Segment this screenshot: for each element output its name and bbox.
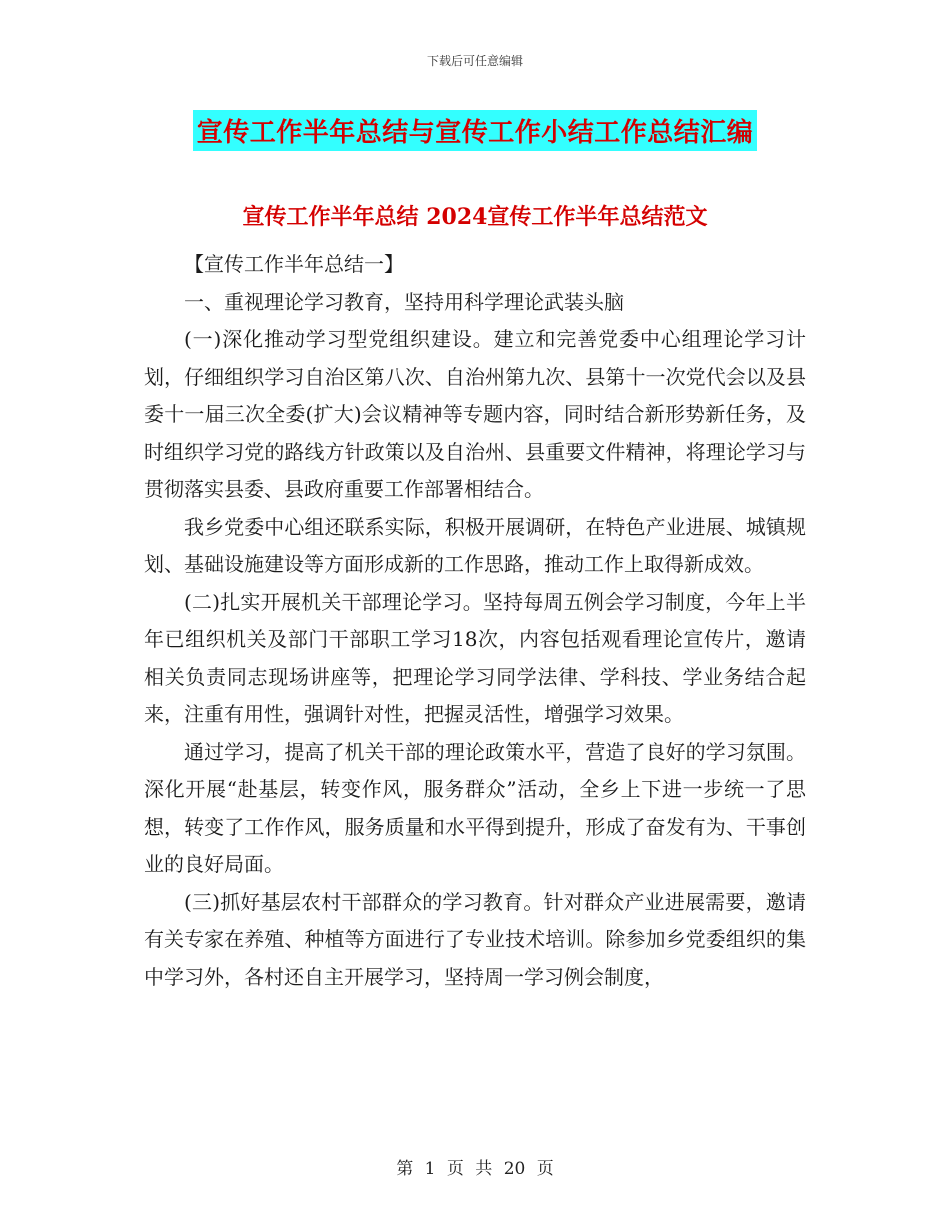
body-paragraph: 通过学习，提高了机关干部的理论政策水平，营造了良好的学习氛围。深化开展“赴基层，转变作风，服务群众”活动，全乡上下进一步统一了思想，转变了工作作风，服务质量和水平得到提升，形成了奋发有为、干事创业的良好局面。 (144, 739, 806, 876)
header-note: 下载后可任意编辑 (426, 54, 523, 68)
body-paragraph: (二)扎实开展机关干部理论学习。坚持每周五例会学习制度，今年上半年已组织机关及部门干部职工学习18次，内容包括观看理论宣传片，邀请相关负责同志现场讲座等，把理论学习同学法律、学科技、学业务结合起来，注重有用性，强调针对性，把握灵活性，增强学习效果。 (144, 589, 806, 726)
main-title: 宣传工作半年总结与宣传工作小结工作总结汇编 (193, 110, 758, 151)
body-paragraph: 我乡党委中心组还联系实际，积极开展调研，在特色产业进展、城镇规划、基础设施建设等方面形成新的工作思路，推动工作上取得新成效。 (144, 514, 806, 576)
document-body (144, 246, 806, 996)
section-heading: 【宣传工作半年总结一】 (184, 252, 404, 276)
sub-title: 宣传工作半年总结 2024宣传工作半年总结范文 (242, 204, 708, 230)
section-subheading: 一、重视理论学习教育，坚持用科学理论武装头脑 (184, 289, 624, 314)
body-paragraph: (一)深化推动学习型党组织建设。建立和完善党委中心组理论学习计划，仔细组织学习自治区第八次、自治州第九次、县第十一次党代会以及县委十一届三次全委(扩大)会议精神等专题内容，同时结合新形势新任务，及时组织学习党的路线方针政策以及自治州、县重要文件精神，将理论学习与贯彻落实县委、县政府重要工作部署相结合。 (144, 327, 806, 501)
main-title-container (0, 110, 950, 151)
body-paragraph: (三)抓好基层农村干部群众的学习教育。针对群众产业进展需要，邀请有关专家在养殖、种植等方面进行了专业技术培训。除参加乡党委组织的集中学习外，各村还自主开展学习，坚持周一学习例会制度， (144, 889, 806, 989)
page-footer: 第 1 页 共 20 页 (396, 1159, 554, 1179)
